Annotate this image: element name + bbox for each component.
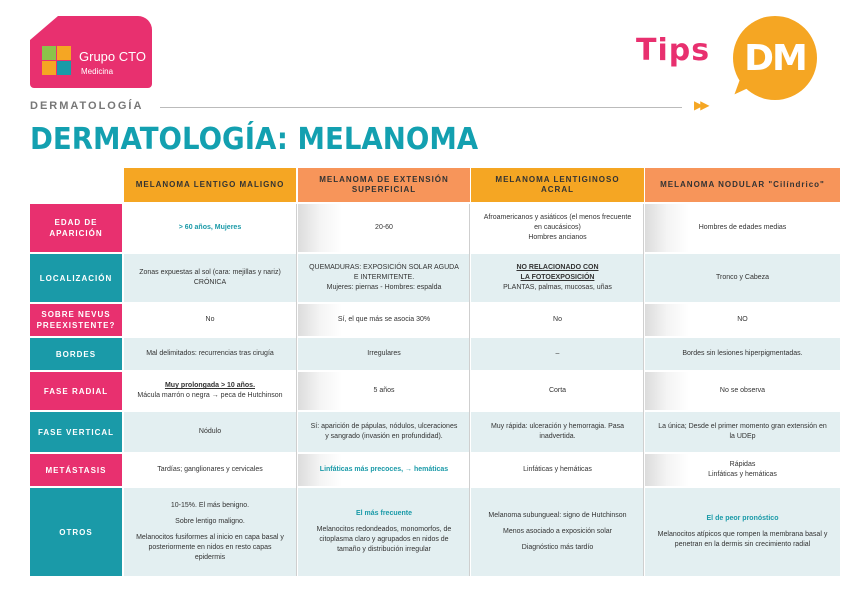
cell-text: > 60 años, Mujeres [178, 224, 242, 231]
cell-text: Melanocitos atípicos que rompen la membrana basal y penetran en la dermis sin crecimiento radial [657, 531, 828, 548]
table-cell [645, 254, 840, 302]
brand-sub: Medicina [81, 67, 114, 76]
cell-text: No [205, 316, 215, 323]
table-cell [298, 372, 470, 410]
table-cell [298, 254, 470, 302]
row-label: METÁSTASIS [30, 454, 122, 486]
table-cell [124, 412, 296, 452]
cell-text: Melanoma subungueal: signo de Hutchinson [488, 512, 627, 519]
cell-text: LA FOTOEXPOSICIÓN [520, 274, 595, 281]
column-divider [296, 204, 297, 576]
cell-text: Zonas expuestas al sol (cara: mejillas y nariz) CRÓNICA [139, 269, 281, 286]
table-cell [471, 372, 644, 410]
table-cell [298, 304, 470, 336]
page-title: DERMATOLOGÍA: MELANOMA [30, 122, 479, 157]
table-cell [471, 254, 644, 302]
cell-text: Sobre lentigo maligno. [175, 518, 245, 525]
table-cell [471, 304, 644, 336]
table-cell [124, 304, 296, 336]
column-divider [643, 204, 644, 576]
cell-text: Mal delimitados: recurrencias tras cirugía [146, 350, 274, 357]
table-cell [471, 338, 644, 370]
cell-text: Diagnóstico más tardío [521, 544, 594, 551]
column-divider [469, 204, 470, 576]
cell-text: Muy prolongada > 10 años. [164, 382, 256, 389]
table-cell [471, 488, 644, 576]
table-cell [124, 338, 296, 370]
column-header: MELANOMA DE EXTENSIÓN SUPERFICIAL [298, 168, 470, 202]
table-cell [124, 254, 296, 302]
logo-notch [30, 16, 58, 40]
cell-text: No se observa [719, 387, 766, 394]
table-cell [645, 412, 840, 452]
cell-text: PLANTAS, palmas, mucosas, uñas [503, 284, 612, 291]
column-header: MELANOMA LENTIGO MALIGNO [124, 168, 296, 202]
row-label: EDAD DE APARICIÓN [30, 204, 122, 252]
cell-text: Muy rápida: ulceración y hemorragia. Pasa inadvertida. [490, 423, 625, 440]
table-cell [298, 338, 470, 370]
cell-text: Melanocitos redondeados, monomorfos, de citoplasma claro y agrupados en nidos de tamaño y distribución irregular [316, 526, 452, 553]
table-cell [298, 454, 470, 486]
table-cell [471, 412, 644, 452]
cell-text: Menos asociado a exposición solar [503, 528, 612, 535]
table-cell [298, 412, 470, 452]
cell-text: Linfáticas y hemáticas [708, 471, 777, 478]
dm-badge-text: DM [744, 38, 806, 79]
row-label: BORDES [30, 338, 122, 370]
row-label: FASE VERTICAL [30, 412, 122, 452]
cell-text: Mujeres: piernas - Hombres: espalda [326, 284, 442, 291]
table-cell [124, 204, 296, 252]
table-cell [124, 372, 296, 410]
cell-text: La única; Desde el primer momento gran extensión en la UDEp [658, 423, 827, 440]
cell-text: Hombres de edades medias [698, 224, 787, 231]
row-label: SOBRE NEVUS PREEXISTENTE? [30, 304, 122, 336]
cell-text: 20-60 [375, 224, 393, 231]
logo-squares-icon [42, 46, 72, 76]
cell-text: Nódulo [198, 428, 222, 435]
table-cell [645, 204, 840, 252]
cell-text: – [555, 350, 560, 357]
table-cell [645, 304, 840, 336]
table-cell [124, 488, 296, 576]
table-cell [645, 338, 840, 370]
row-label: OTROS [30, 488, 122, 576]
table-cell [124, 454, 296, 486]
cell-text: NO [737, 316, 748, 323]
cell-text: Irregulares [367, 350, 401, 357]
column-header: MELANOMA NODULAR "Cilíndrico" [645, 168, 840, 202]
cell-text: QUEMADURAS: EXPOSICIÓN SOLAR AGUDA E INTERMITENTE. [309, 264, 459, 281]
cell-text: No [553, 316, 562, 323]
cell-text: El más frecuente [355, 510, 413, 517]
cell-text: Sí: aparición de pápulas, nódulos, ulceraciones y sangrado (invasión en profundidad). [310, 423, 458, 440]
cell-text: Tardías; ganglionares y cervicales [157, 466, 263, 473]
table-cell [645, 372, 840, 410]
cell-text: Hombres ancianos [528, 234, 587, 241]
table-cell [298, 204, 470, 252]
cell-text: Linfáticas y hemáticas [523, 466, 592, 473]
brand-name: Grupo CTO [79, 49, 146, 64]
table-cell [471, 454, 644, 486]
section-label: DERMATOLOGÍA [30, 100, 144, 112]
cell-text: Mácula marrón o negra → peca de Hutchinson [137, 392, 283, 399]
cell-text: NO RELACIONADO CON [516, 264, 599, 271]
cell-text: Bordes sin lesiones hiperpigmentadas. [682, 350, 803, 357]
table-cell [298, 488, 470, 576]
cell-text: 5 años [373, 387, 395, 394]
tips-logo [636, 33, 710, 68]
row-label: FASE RADIAL [30, 372, 122, 410]
row-label: LOCALIZACIÓN [30, 254, 122, 302]
cell-text: El de peor pronóstico [706, 515, 779, 522]
section-divider [160, 107, 682, 108]
cell-text: Melanocitos fusiformes al inicio en capa basal y posteriormente en nidos en resto capas epidermis [136, 534, 284, 561]
table-cell [645, 488, 840, 576]
cell-text: Corta [548, 387, 567, 394]
cell-text: Sí, el que más se asocia 30% [337, 316, 431, 323]
column-header: MELANOMA LENTIGINOSO ACRAL [471, 168, 644, 202]
tips-text: Tips [636, 33, 711, 68]
double-arrow-icon: ▶▶ [694, 98, 707, 112]
cell-text: Rápidas [729, 461, 756, 468]
cell-text: 10-15%. El más benigno. [170, 502, 250, 509]
cell-text: Linfáticas más precoces, → hemáticas [319, 466, 449, 473]
table-cell [645, 454, 840, 486]
cell-text: Afroamericanos y asiáticos (el menos frecuente en caucásicos) [483, 214, 632, 231]
cell-text: Tronco y Cabeza [715, 274, 770, 281]
table-cell [471, 204, 644, 252]
